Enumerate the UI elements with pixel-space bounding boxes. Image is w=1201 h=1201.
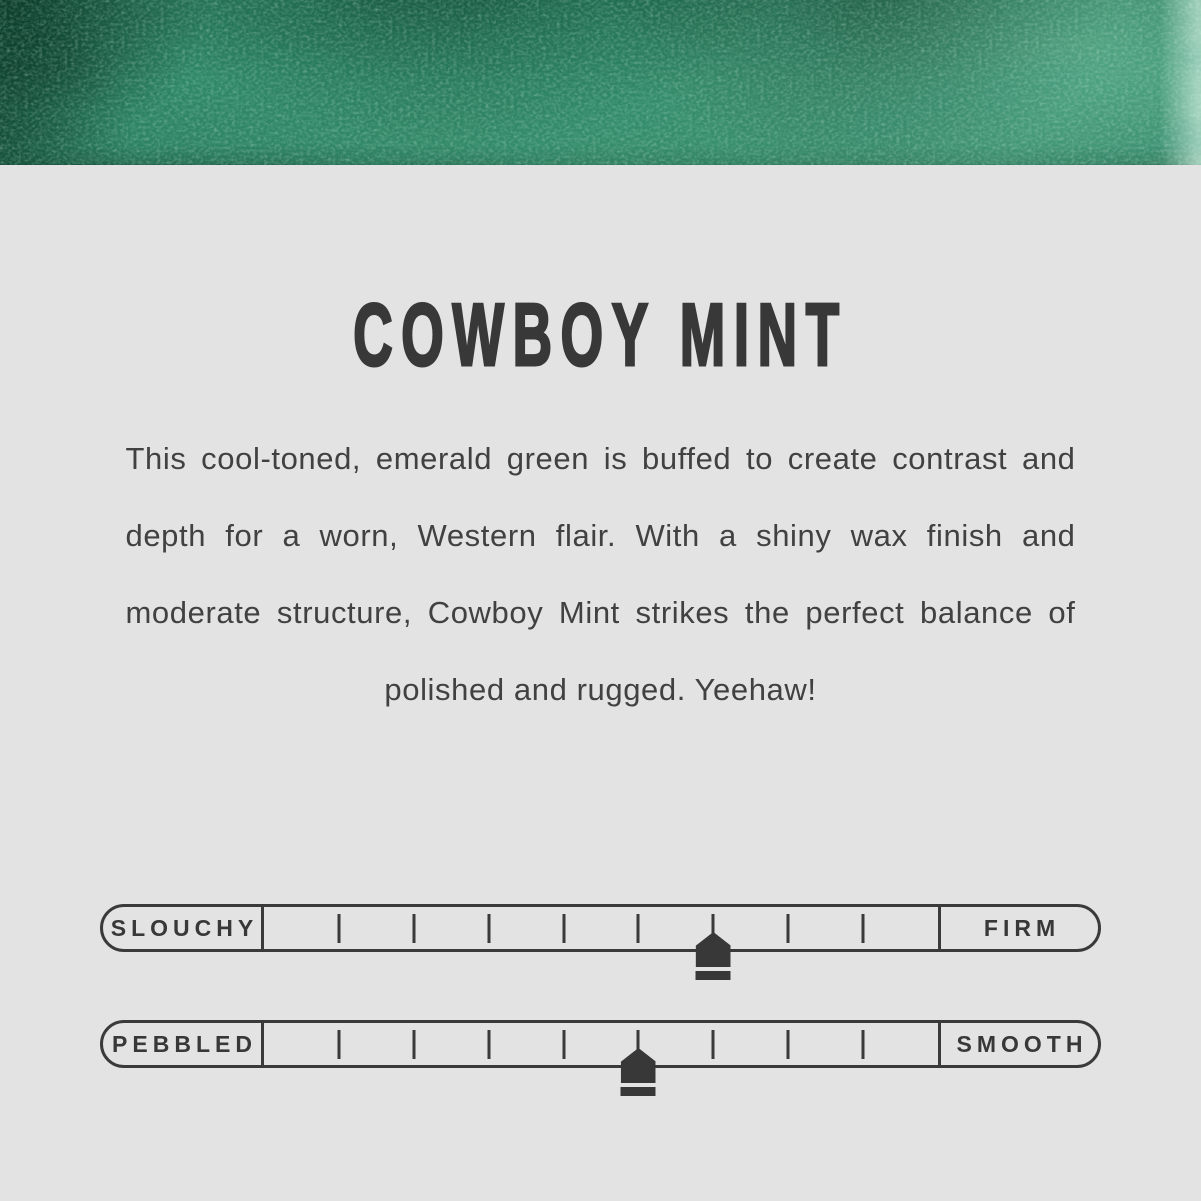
scale-tick [337, 914, 340, 943]
marker-head [621, 1048, 656, 1083]
slider-right-label-text: FIRM [983, 914, 1061, 941]
marker-head [696, 932, 731, 967]
slider-left-label-text: PEBBLED [112, 1030, 257, 1057]
slider-track [100, 1020, 1101, 1068]
leather-grain-overlay [0, 0, 1201, 165]
slider-right-label [938, 1023, 1098, 1065]
slider-right-label [938, 907, 1098, 949]
scale-tick [712, 1030, 715, 1059]
slider-marker-icon [696, 932, 731, 980]
slider-scale [264, 907, 938, 949]
slider-left-label [103, 1023, 264, 1065]
swatch-description: This cool-toned, emerald green is buffed to create contrast and depth for a worn, Western flair. With a shiny wax finish and moderate structure, Cowboy Mint strikes the perfect balance of polished and rugged. Yeehaw! [125, 441, 1076, 707]
slider-right-label-text: SMOOTH [956, 1030, 1088, 1057]
scale-tick [862, 1030, 865, 1059]
page-title: COWBOY MINT [353, 285, 848, 384]
scale-tick [337, 1030, 340, 1059]
attribute-sliders [0, 904, 1201, 1068]
marker-bar [696, 971, 731, 980]
structure-slider [100, 904, 1101, 952]
scale-tick [412, 914, 415, 943]
slider-left-label [103, 907, 264, 949]
slider-scale [264, 1023, 938, 1065]
slider-track [100, 904, 1101, 952]
scale-tick [787, 914, 790, 943]
scale-tick [487, 1030, 490, 1059]
scale-tick [637, 914, 640, 943]
scale-tick [787, 1030, 790, 1059]
leather-texture-image [0, 0, 1201, 165]
scale-tick [862, 914, 865, 943]
scale-tick [412, 1030, 415, 1059]
scale-tick [562, 914, 565, 943]
swatch-info [0, 165, 1201, 1068]
marker-bar [621, 1087, 656, 1096]
scale-tick [487, 914, 490, 943]
scale-tick [562, 1030, 565, 1059]
texture-slider [100, 1020, 1101, 1068]
slider-marker-icon [621, 1048, 656, 1096]
slider-left-label-text: SLOUCHY [110, 914, 259, 941]
